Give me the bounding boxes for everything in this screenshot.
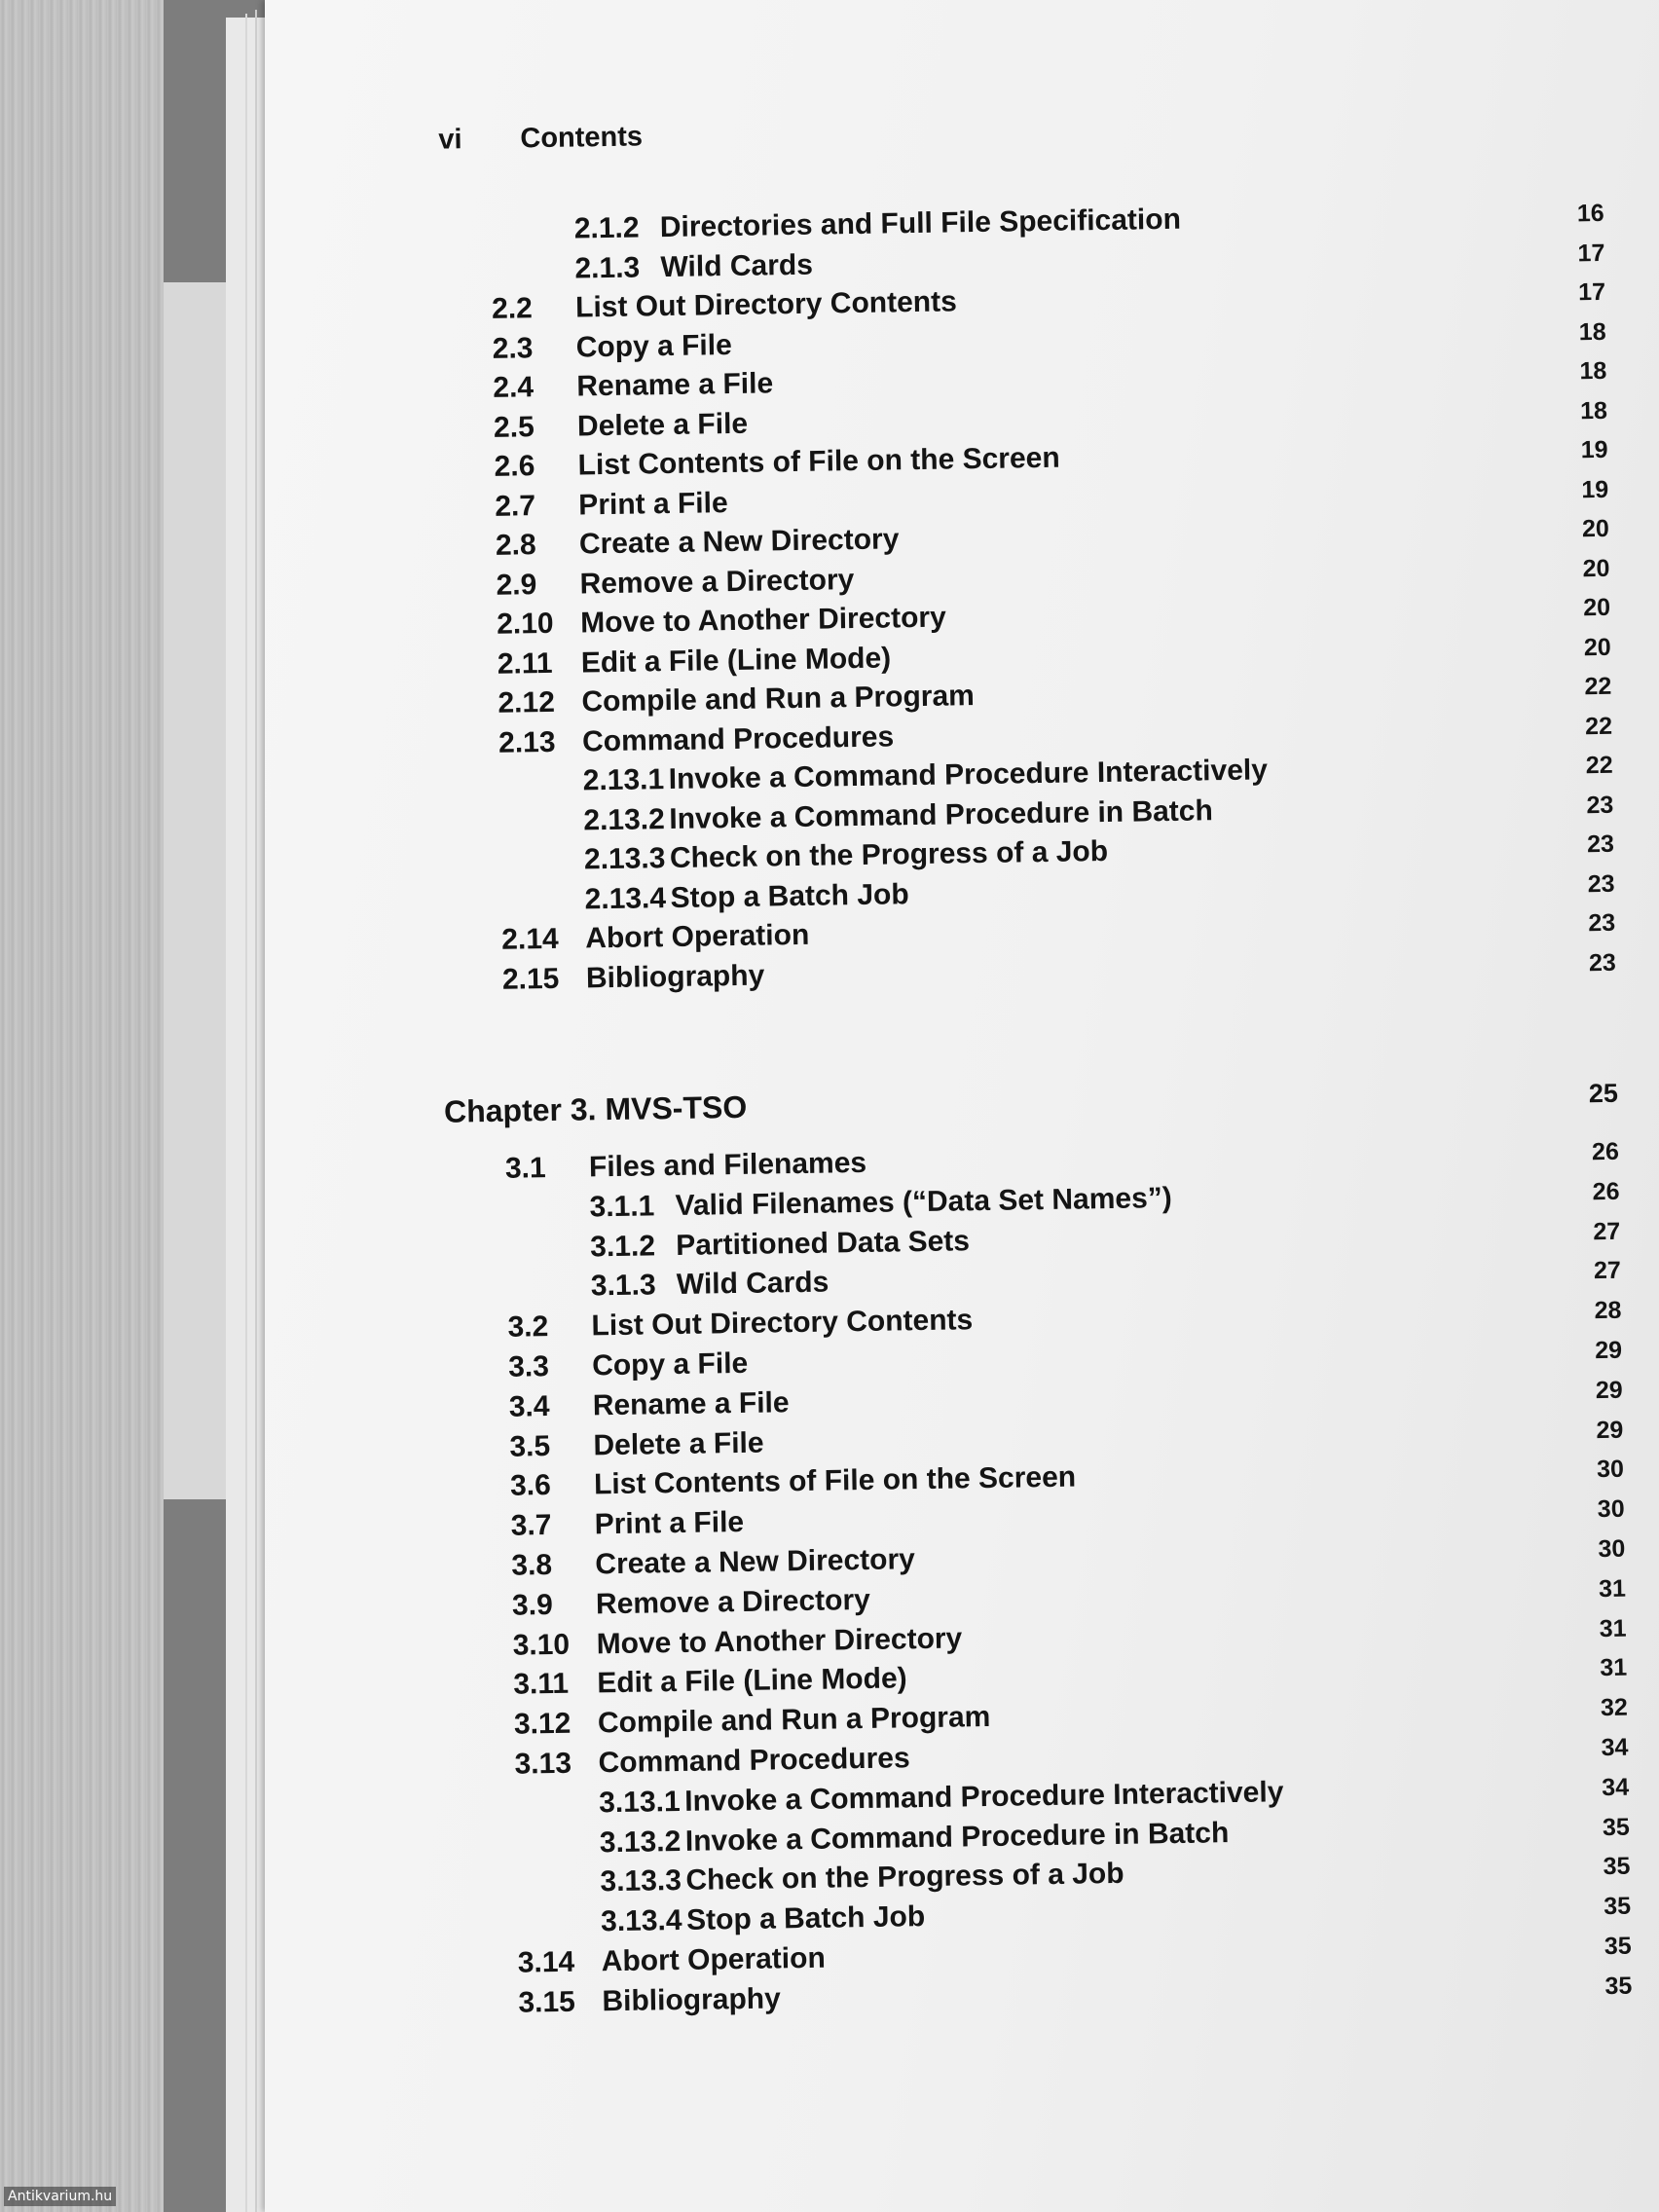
- toc-entry: [439, 1376, 1623, 1428]
- toc-entry: [444, 1693, 1629, 1746]
- toc-entry-title: Invoke a Command Procedure in Batch: [669, 793, 1214, 835]
- toc-entry: [447, 1892, 1632, 1944]
- toc-entry-page: 20: [1583, 593, 1611, 622]
- toc-entry-page: 23: [1586, 791, 1614, 819]
- toc-entry-number: 3.13.3: [600, 1864, 682, 1899]
- toc-entry-title: Partitioned Data Sets: [675, 1224, 971, 1262]
- toc-entry: [445, 1773, 1630, 1825]
- toc-entry-number: 2.1.2: [573, 211, 640, 245]
- toc-entry-number: 2.9: [496, 568, 537, 602]
- toc-entry-number: 2.1.3: [574, 250, 641, 284]
- toc-entry-title: Abort Operation: [601, 1941, 827, 1978]
- toc-entry-title: List Contents of File on the Screen: [577, 441, 1060, 482]
- toc-entry-number: 3.1.1: [589, 1190, 655, 1224]
- toc-entry-title: Compile and Run a Program: [581, 680, 976, 719]
- toc-entry-title: Edit a File (Line Mode): [597, 1662, 907, 1700]
- toc-entry-number: 2.13.1: [582, 763, 665, 797]
- toc-entry-number: 3.1.2: [589, 1229, 656, 1263]
- toc-entry-page: 34: [1602, 1773, 1630, 1801]
- toc-entry: [422, 277, 1606, 330]
- toc-entry-title: Move to Another Directory: [579, 601, 947, 640]
- toc-entry-title: Bibliography: [585, 959, 765, 994]
- toc-entry: [431, 908, 1616, 961]
- toc-entry-title: Create a New Directory: [578, 523, 900, 561]
- toc-entry-title: Directories and Full File Specification: [659, 203, 1182, 244]
- toc-entry-title: Copy a File: [575, 328, 733, 363]
- toc-entry: [426, 593, 1611, 645]
- toc-entry-number: 3.10: [512, 1628, 571, 1662]
- toc-entry: [447, 1932, 1632, 1984]
- toc-entry-page: 35: [1604, 1932, 1632, 1961]
- toc-entry: [436, 1217, 1621, 1269]
- toc-entry: [446, 1813, 1630, 1864]
- toc-entry-number: 2.13.3: [583, 842, 666, 876]
- toc-entry: [423, 356, 1607, 409]
- chapter-3-heading: [443, 1078, 1619, 1133]
- toc-entry-number: 3.13.4: [600, 1904, 682, 1938]
- toc-entry-page: 18: [1578, 317, 1606, 346]
- toc-entry: [440, 1494, 1625, 1547]
- toc-entry-title: Print a File: [594, 1506, 745, 1541]
- toc-entry: [421, 199, 1604, 251]
- page-edge: [245, 14, 247, 2212]
- toc-entry-page: 22: [1584, 712, 1613, 740]
- chapter-3-title: Chapter 3. MVS-TSO: [443, 1088, 748, 1129]
- running-header-title: Contents: [520, 121, 644, 155]
- toc-entry-title: Invoke a Command Procedure Interactively: [668, 754, 1269, 796]
- toc-entry-number: 3.8: [511, 1549, 553, 1582]
- toc-entry-number: 2.10: [496, 607, 554, 641]
- toc-entry-number: 3.3: [507, 1350, 550, 1383]
- toc-entry-title: Copy a File: [591, 1346, 749, 1382]
- toc-entry: [440, 1456, 1625, 1507]
- toc-entry-page: 20: [1583, 633, 1611, 661]
- toc-entry: [421, 239, 1605, 290]
- page-edge: [255, 10, 257, 2212]
- toc-entry: [435, 1137, 1620, 1190]
- toc-entry-page: 23: [1588, 948, 1617, 977]
- toc-entry-number: 2.8: [495, 529, 536, 562]
- toc-entry-page: 31: [1598, 1574, 1627, 1603]
- toc-entry: [424, 475, 1609, 527]
- toc-entry: [430, 830, 1615, 882]
- toc-entry-title: Wild Cards: [676, 1266, 830, 1302]
- toc-entry: [425, 554, 1610, 606]
- toc-entry-page: 18: [1579, 396, 1608, 424]
- toc-entry-page: 30: [1598, 1534, 1626, 1564]
- toc-entry-page: 27: [1593, 1217, 1621, 1245]
- toc-entry-page: 23: [1587, 869, 1615, 898]
- toc-entry-page: 31: [1599, 1614, 1627, 1642]
- toc-entry-title: Compile and Run a Program: [597, 1701, 991, 1740]
- toc-entry-number: 2.14: [501, 922, 559, 956]
- toc-entry-number: 2.4: [493, 371, 535, 404]
- toc-entry-title: Rename a File: [592, 1385, 790, 1422]
- toc-entry: [425, 514, 1610, 567]
- toc-entry-title: List Out Directory Contents: [574, 285, 958, 324]
- toc-entry-title: Files and Filenames: [588, 1146, 867, 1184]
- toc-entry-number: 2.6: [494, 450, 535, 483]
- toc-entry-number: 2.11: [497, 646, 553, 681]
- toc-entry-number: 2.5: [493, 410, 535, 444]
- toc-entry-page: 20: [1582, 554, 1610, 582]
- toc-entry-title: List Out Directory Contents: [591, 1304, 974, 1343]
- toc-entry: [422, 317, 1606, 369]
- toc-entry-title: Stop a Batch Job: [670, 877, 909, 914]
- toc-entry-number: 3.7: [510, 1509, 552, 1542]
- toc-entry-number: 3.9: [511, 1588, 554, 1622]
- toc-entry-page: 30: [1596, 1456, 1625, 1484]
- toc-entry-number: 2.13.2: [583, 802, 666, 836]
- toc-entry-title: Delete a File: [576, 407, 749, 442]
- toc-entry-title: Bibliography: [602, 1982, 782, 2018]
- toc-entry-title: Check on the Progress of a Job: [685, 1858, 1124, 1898]
- toc-entry-number: 2.3: [492, 331, 534, 365]
- toc-entry-title: Valid Filenames (“Data Set Names”): [675, 1181, 1172, 1222]
- toc-entry-page: 16: [1576, 199, 1604, 228]
- toc-entry: [430, 869, 1615, 921]
- chapter-3-page: 25: [1588, 1078, 1619, 1109]
- toc-entry-title: Invoke a Command Procedure in Batch: [684, 1816, 1230, 1858]
- toc-entry-page: 17: [1577, 277, 1606, 307]
- toc-entry: [428, 712, 1613, 763]
- toc-entry-page: 27: [1593, 1257, 1621, 1285]
- toc-entry: [442, 1574, 1627, 1627]
- toc-entry-page: 20: [1581, 514, 1610, 543]
- toc-entry: [437, 1296, 1622, 1348]
- toc-entry-page: 22: [1584, 672, 1612, 701]
- toc-entry: [444, 1733, 1629, 1786]
- toc-entry: [429, 791, 1614, 842]
- toc-entry: [442, 1614, 1627, 1666]
- toc-entry-page: 26: [1592, 1177, 1620, 1205]
- toc-entry-page: 31: [1600, 1654, 1628, 1682]
- watermark: Antikvarium.hu: [4, 2187, 116, 2206]
- toc-entry-number: 3.6: [509, 1469, 552, 1503]
- toc-entry-page: 18: [1579, 356, 1607, 386]
- toc-entry-page: 26: [1591, 1137, 1620, 1166]
- toc-entry-title: Delete a File: [593, 1426, 764, 1461]
- toc-entry: [427, 633, 1611, 684]
- toc-entry-page: 29: [1595, 1336, 1623, 1365]
- toc-entry: [437, 1257, 1621, 1309]
- toc-entry-number: 3.11: [513, 1668, 570, 1702]
- toc-entry-number: 3.12: [513, 1707, 571, 1741]
- toc-entry-page: 29: [1596, 1416, 1624, 1444]
- toc-entry: [432, 948, 1617, 1000]
- toc-entry-title: Invoke a Command Procedure Interactively: [683, 1776, 1284, 1818]
- toc-entry-page: 35: [1604, 1972, 1633, 2000]
- toc-entry-page: 35: [1603, 1892, 1632, 1921]
- toc-entry: [439, 1416, 1624, 1467]
- toc-entry-page: 22: [1585, 751, 1613, 780]
- toc-entry: [443, 1654, 1628, 1706]
- toc-entry-number: 3.13.2: [599, 1825, 682, 1859]
- toc-entry-title: Rename a File: [576, 367, 774, 403]
- toc-entry: [435, 1177, 1620, 1230]
- toc-entry-page: 34: [1601, 1733, 1629, 1762]
- toc-entry-title: Edit a File (Line Mode): [580, 641, 892, 679]
- toc-entry-number: 3.13: [514, 1747, 572, 1781]
- toc-entry-number: 3.13.1: [598, 1785, 681, 1820]
- toc-entry-number: 2.13.4: [584, 881, 667, 915]
- toc-entry-title: Command Procedures: [581, 719, 895, 757]
- toc-entry-title: Move to Another Directory: [596, 1622, 963, 1660]
- toc-entry-page: 35: [1603, 1853, 1631, 1881]
- toc-entry-title: Remove a Directory: [579, 563, 855, 600]
- toc-entry-title: Print a File: [578, 486, 728, 521]
- toc-entry-title: Abort Operation: [585, 918, 810, 955]
- toc-entry-title: Command Procedures: [598, 1742, 910, 1780]
- toc-entry: [438, 1336, 1623, 1388]
- toc-entry: [441, 1534, 1626, 1587]
- toc-entry: [428, 751, 1613, 803]
- toc-entry-page: 19: [1581, 475, 1609, 503]
- toc-entry: [427, 672, 1612, 724]
- toc-entry-number: 2.2: [491, 292, 534, 325]
- toc-entry-number: 3.1.3: [590, 1269, 656, 1303]
- toc-entry-number: 2.12: [498, 685, 556, 719]
- toc-entry-number: 3.2: [507, 1310, 549, 1344]
- toc-entry-title: Check on the Progress of a Job: [669, 834, 1109, 875]
- toc-entry-number: 2.15: [501, 962, 560, 996]
- toc-entry: [448, 1972, 1633, 2024]
- toc-entry-title: Remove a Directory: [595, 1583, 871, 1621]
- toc-entry-title: Create a New Directory: [595, 1543, 916, 1581]
- toc-entry-title: Wild Cards: [660, 248, 814, 283]
- toc-entry-page: 29: [1595, 1376, 1623, 1404]
- toc-entry-number: 3.5: [509, 1429, 551, 1463]
- toc-entry: [446, 1853, 1631, 1904]
- toc-entry-number: 2.13: [498, 725, 556, 759]
- toc-entry-number: 3.4: [508, 1389, 550, 1423]
- page-number-label: vi: [438, 124, 462, 156]
- toc-entry-number: 3.1: [504, 1152, 546, 1185]
- toc-entry-page: 23: [1588, 908, 1616, 938]
- toc-entry-number: 2.7: [495, 489, 536, 523]
- toc-entry-page: 30: [1597, 1494, 1625, 1524]
- toc-entry-title: List Contents of File on the Screen: [593, 1460, 1077, 1501]
- table-of-contents: [419, 98, 1647, 2122]
- toc-entry-page: 23: [1586, 830, 1615, 859]
- toc-entry-page: 35: [1602, 1813, 1630, 1841]
- toc-entry-page: 32: [1600, 1693, 1629, 1722]
- toc-entry-number: 3.14: [517, 1945, 575, 1979]
- toc-entry-page: 28: [1594, 1296, 1622, 1325]
- toc-entry-page: 19: [1580, 435, 1608, 464]
- toc-entry-number: 3.15: [518, 1985, 576, 2019]
- toc-entry-page: 17: [1577, 239, 1605, 267]
- toc-entry-title: Stop a Batch Job: [685, 1900, 926, 1937]
